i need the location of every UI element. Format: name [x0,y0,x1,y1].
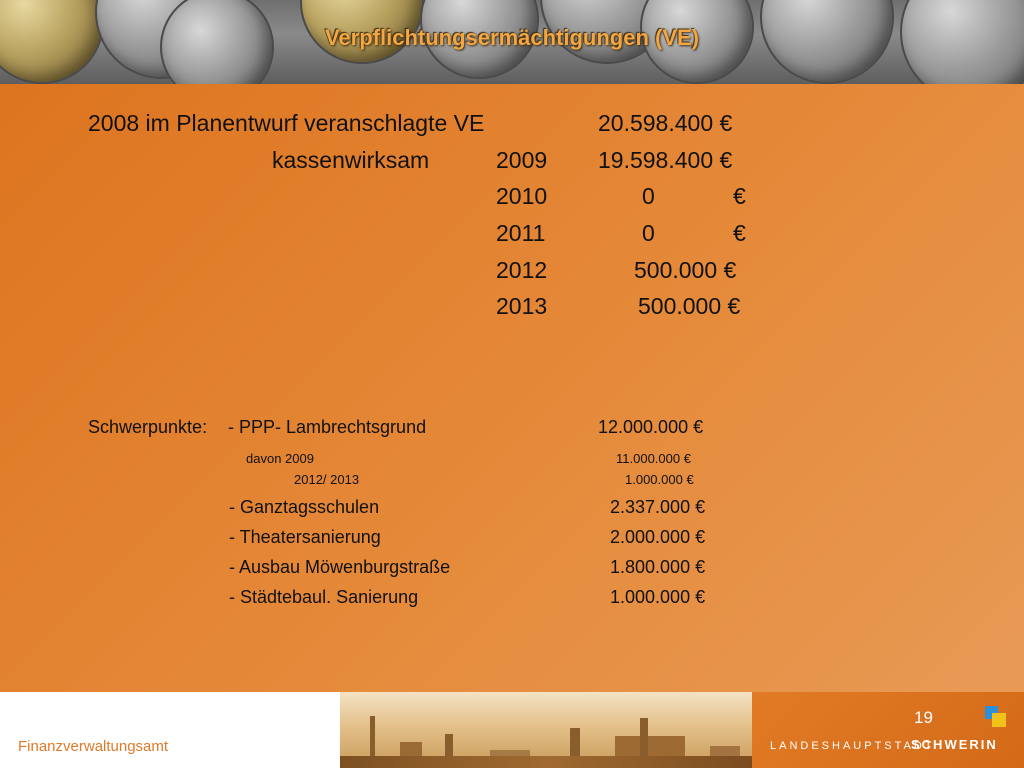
city-name: SCHWERIN [911,737,998,752]
year-amount: 0 [642,183,655,209]
detail-label: 2012/ 2013 [294,472,360,487]
year-amount: 0 [642,220,655,246]
schwerpunkt-label: - PPP- Lambrechtsgrund [228,417,427,437]
schwerpunkt-label: - Ausbau Möwenburgstraße [229,557,451,577]
footer-right-panel [752,692,1024,768]
kassenwirksam-label: kassenwirksam [272,147,430,173]
year-label: 2012 [496,257,548,283]
year-label: 2013 [496,293,548,319]
logo-yellow-square-icon [992,713,1006,727]
schwerpunkt-amount: 1.800.000 € [610,557,706,577]
page-number: 19 [914,708,933,727]
schwerpunkt-amount: 2.000.000 € [610,527,706,547]
schwerpunkte-prefix: Schwerpunkte: [88,417,208,437]
year-label: 2010 [496,183,548,209]
header-banner [0,0,1024,84]
summary-label: 2008 im Planentwurf veranschlagte VE [88,110,485,136]
year-label: 2011 [496,220,546,246]
currency-symbol: € [733,220,746,246]
currency-symbol: € [733,183,746,209]
city-prefix: LANDESHAUPTSTADT [770,740,935,752]
ground-shape [340,756,752,768]
schwerpunkt-amount: 2.337.000 € [610,497,706,517]
detail-label: davon 2009 [246,451,314,466]
schwerpunkt-label: - Theatersanierung [229,527,381,547]
schwerpunkt-amount: 12.000.000 € [598,417,704,437]
department-label: Finanzverwaltungsamt [18,738,169,755]
footer-left-panel [0,692,340,768]
schwerpunkt-label: - Ganztagsschulen [229,497,380,517]
year-label: 2009 [496,147,548,173]
schwerpunkt-label: - Städtebaul. Sanierung [229,587,419,607]
detail-amount: 1.000.000 € [625,472,694,487]
year-amount: 500.000 € [638,293,741,319]
schwerpunkt-amount: 1.000.000 € [610,587,706,607]
main-content [0,84,1024,692]
city-skyline-image [340,692,752,768]
detail-amount: 11.000.000 € [616,451,691,466]
year-amount: 19.598.400 € [598,147,733,173]
slide-title: Verpflichtungsermächtigungen (VE) [324,25,700,50]
year-amount: 500.000 € [634,257,737,283]
summary-total: 20.598.400 € [598,110,733,136]
